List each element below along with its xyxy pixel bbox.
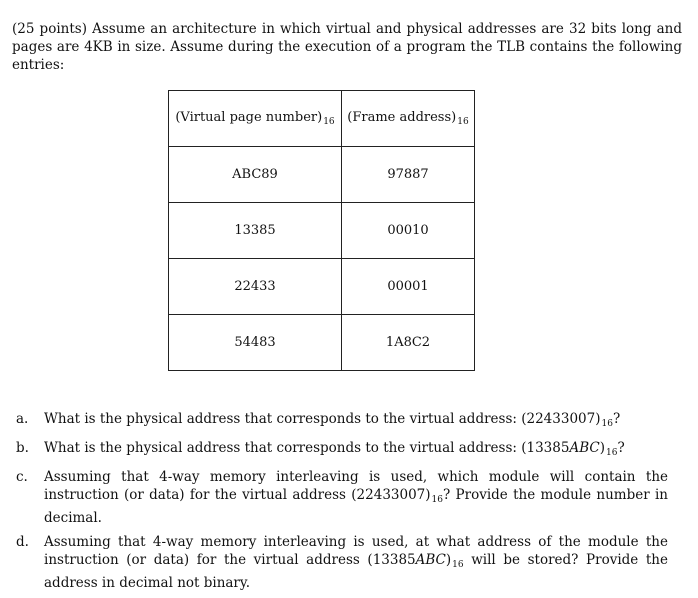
- table-row: [169, 315, 475, 371]
- table-row: [169, 259, 475, 315]
- intro-text: Assume an architecture in which virtual and physical addresses are 32 bits long and pages are 4KB in size. Assume during the execution of a program the TLB contains the following entries:: [12, 21, 683, 73]
- question-c: [16, 468, 668, 527]
- frame-cell: 00001: [342, 259, 475, 315]
- question-b: [16, 439, 668, 462]
- tlb-table: [168, 90, 475, 371]
- question-label: d.: [16, 534, 29, 550]
- vpn-cell: 54483: [169, 315, 342, 371]
- question-text: Assuming that 4-way memory interleaving is used, which module will contain the instruction (or data) for the virtual address $(22433007)_{16}$? Provide the module number in decimal.: [44, 469, 668, 526]
- frame-cell: 97887: [342, 147, 475, 203]
- table-row: [169, 203, 475, 259]
- points-label: (25 points): [12, 21, 87, 37]
- question-label: b.: [16, 440, 29, 456]
- question-a: [16, 410, 668, 433]
- problem-intro: [12, 20, 682, 74]
- vpn-cell: 22433: [169, 259, 342, 315]
- question-text: What is the physical address that corresponds to the virtual address: $(13385ABC)_{16}$?: [44, 440, 625, 458]
- question-list: [16, 410, 668, 598]
- question-label: c.: [16, 469, 28, 485]
- vpn-cell: 13385: [169, 203, 342, 259]
- table-row: [169, 147, 475, 203]
- question-text: What is the physical address that corresponds to the virtual address: $(22433007)_{16}$?: [44, 411, 621, 429]
- vpn-cell: ABC89: [169, 147, 342, 203]
- frame-cell: 00010: [342, 203, 475, 259]
- question-label: a.: [16, 411, 29, 427]
- header-virtual-page-number: (Virtual page $number)_{16}$: [169, 91, 342, 147]
- question-d: [16, 533, 668, 592]
- header-frame-address: (Frame $address)_{16}$: [342, 91, 475, 147]
- table-header-row: [169, 91, 475, 147]
- frame-cell: 1A8C2: [342, 315, 475, 371]
- question-text: Assuming that 4-way memory interleaving is used, at what address of the module the instruction (or data) for the virtual address $(13385ABC)_{16}$ will be stored? Provide the address in decimal not binary.: [44, 534, 668, 591]
